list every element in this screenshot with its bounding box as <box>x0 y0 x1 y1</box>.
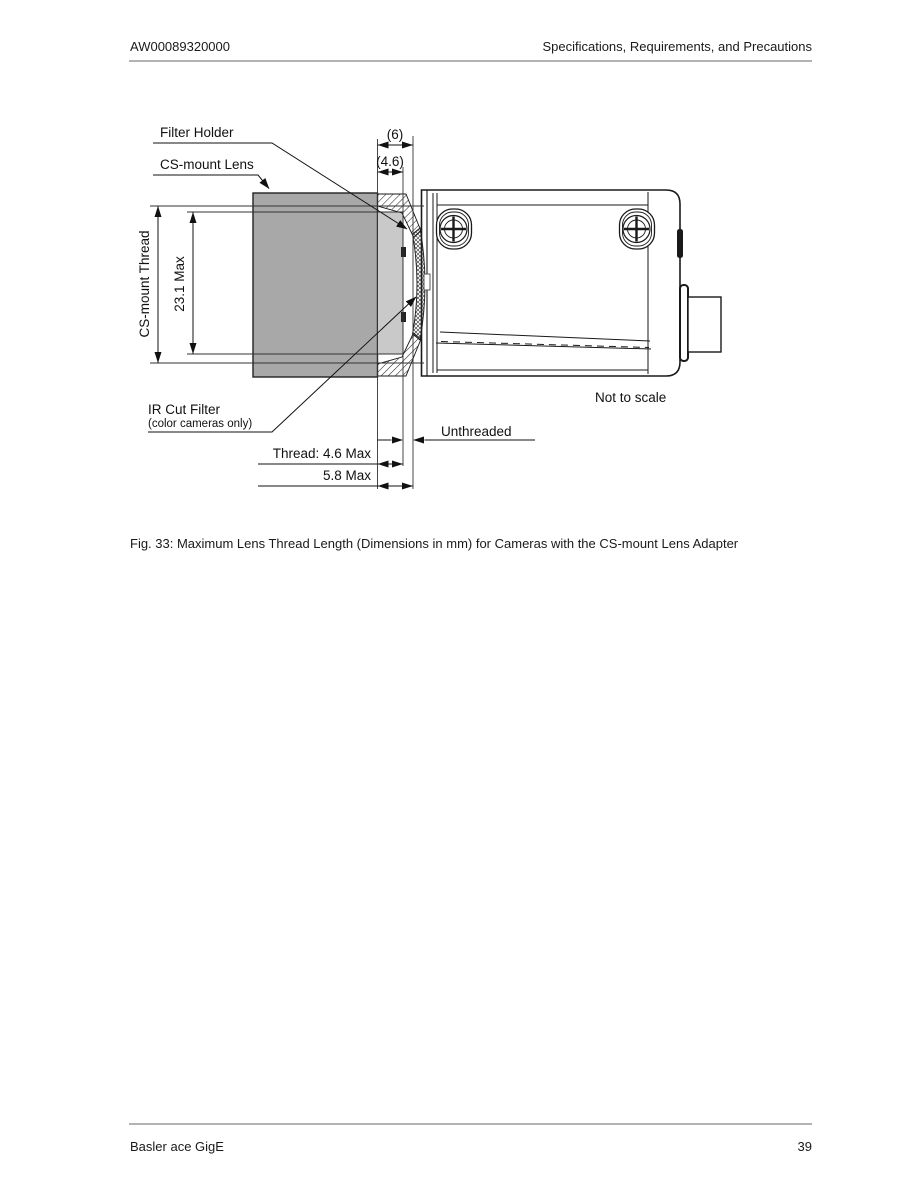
figure-caption: Fig. 33: Maximum Lens Thread Length (Dimensions in mm) for Cameras with the CS-mount Lens Adapter <box>130 536 739 551</box>
label-ir-cut-filter: IR Cut Filter <box>148 402 221 417</box>
label-cs-mount-lens: CS-mount Lens <box>160 157 254 172</box>
mount-screw-right <box>620 209 655 249</box>
label-thread-max: Thread: 4.6 Max <box>272 446 371 461</box>
label-cs-mount-thread: CS-mount Thread <box>137 230 152 338</box>
lens-thread-barrel <box>378 212 404 354</box>
label-not-to-scale: Not to scale <box>595 390 667 405</box>
header-section-title: Specifications, Requirements, and Precautions <box>542 39 812 54</box>
label-dim-4-6: (4.6) <box>376 154 404 169</box>
footer-rule <box>129 1123 812 1125</box>
side-slot <box>677 229 683 258</box>
footer-page-number: 39 <box>797 1139 812 1154</box>
technical-drawing <box>0 0 902 530</box>
label-5-8-max: 5.8 Max <box>322 468 371 483</box>
label-dim-6: (6) <box>386 127 404 142</box>
cs-mount-lens-body <box>253 193 403 377</box>
header-doc-number: AW00089320000 <box>130 39 230 54</box>
label-unthreaded: Unthreaded <box>441 424 512 439</box>
label-filter-holder: Filter Holder <box>160 125 234 140</box>
camera-body <box>422 190 722 376</box>
label-23-1-max: 23.1 Max <box>172 256 187 312</box>
rear-connector <box>680 285 721 361</box>
connector-plug <box>688 297 721 352</box>
label-ir-cut-filter-note: (color cameras only) <box>148 418 253 430</box>
mount-screw-left <box>437 209 472 249</box>
footer-product-name: Basler ace GigE <box>130 1139 224 1154</box>
